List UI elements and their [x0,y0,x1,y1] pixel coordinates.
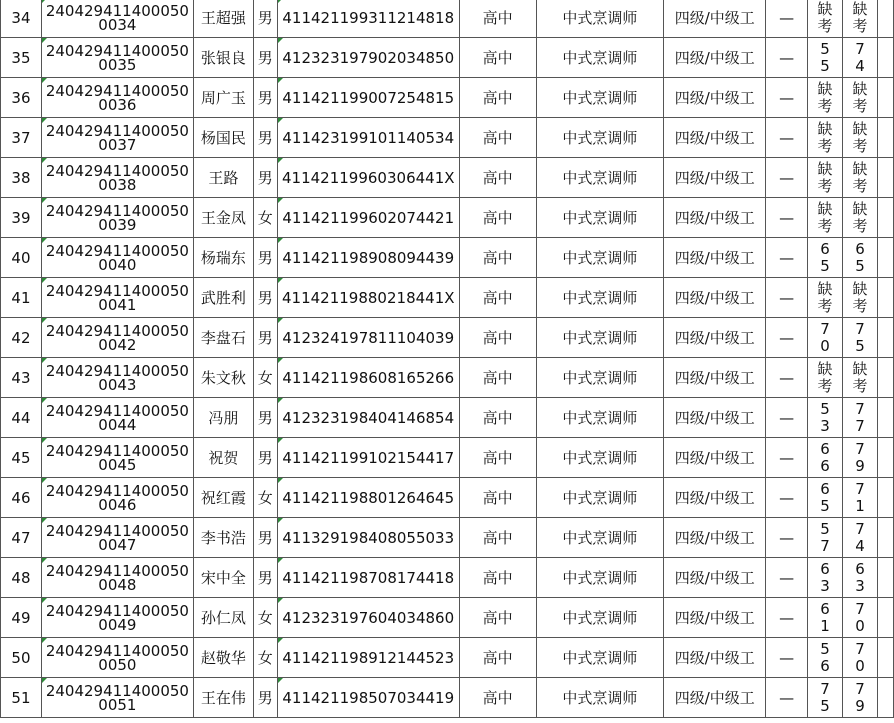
education-cell[interactable]: 高中 [459,358,536,398]
name-cell[interactable]: 李书浩 [193,518,253,558]
theory-score-text: 70 [820,319,830,355]
dash-cell[interactable]: — [766,118,808,158]
ticket-number-cell[interactable] [41,318,193,358]
row-number-cell[interactable]: 36 [1,78,42,118]
row-number-cell[interactable]: 48 [1,558,42,598]
id-number-cell[interactable]: 411421198608165266 [277,358,459,398]
name-cell[interactable]: 宋中全 [193,558,253,598]
ticket-number-text: 2404294114000500049 [45,601,189,634]
ticket-number-text: 2404294114000500035 [45,41,189,74]
row-number-cell[interactable]: 42 [1,318,42,358]
id-number-cell[interactable]: 411421198908094439 [277,238,459,278]
ticket-number-cell[interactable] [41,278,193,318]
empty-cell[interactable] [877,158,893,198]
education-cell[interactable]: 高中 [459,78,536,118]
empty-cell[interactable] [877,358,893,398]
dash-cell[interactable]: — [766,38,808,78]
theory-score-cell[interactable] [808,358,843,398]
level-cell[interactable]: 四级/中级工 [664,38,766,78]
empty-cell[interactable] [877,238,893,278]
ticket-number-cell[interactable] [41,638,193,678]
practice-score-cell[interactable] [843,398,878,438]
practice-score-text: 79 [855,679,865,715]
theory-score-text: 56 [820,639,830,675]
dash-cell[interactable]: — [766,558,808,598]
dash-cell[interactable]: — [766,478,808,518]
gender-cell[interactable]: 男 [253,158,277,198]
dash-cell[interactable]: — [766,0,808,38]
occupation-cell[interactable]: 中式烹调师 [536,278,664,318]
ticket-number-cell[interactable] [41,678,193,718]
level-cell[interactable]: 四级/中级工 [664,398,766,438]
ticket-number-text: 2404294114000500040 [45,241,189,274]
id-number-cell[interactable]: 41142119960306441X [277,158,459,198]
theory-score-cell[interactable] [808,38,843,78]
education-cell[interactable]: 高中 [459,278,536,318]
id-number-cell[interactable]: 411421198708174418 [277,558,459,598]
theory-score-text: 65 [820,479,830,515]
gender-cell[interactable]: 男 [253,0,277,38]
gender-cell[interactable]: 男 [253,558,277,598]
empty-cell[interactable] [877,678,893,718]
id-number-cell[interactable]: 411421199102154417 [277,438,459,478]
dash-cell[interactable]: — [766,238,808,278]
practice-score-cell[interactable] [843,638,878,678]
practice-score-text: 缺考 [852,0,868,35]
theory-score-cell[interactable] [808,478,843,518]
name-cell[interactable]: 赵敬华 [193,638,253,678]
theory-score-text: 66 [820,439,830,475]
dash-cell[interactable]: — [766,358,808,398]
practice-score-text: 缺考 [852,199,868,235]
theory-score-cell[interactable] [808,318,843,358]
row-number-cell[interactable]: 51 [1,678,42,718]
practice-score-text: 缺考 [852,359,868,395]
practice-score-cell[interactable] [843,518,878,558]
occupation-cell[interactable]: 中式烹调师 [536,558,664,598]
table-row [1,678,894,718]
education-cell[interactable]: 高中 [459,478,536,518]
practice-score-cell[interactable] [843,278,878,318]
level-cell[interactable]: 四级/中级工 [664,638,766,678]
theory-score-cell[interactable] [808,438,843,478]
level-cell[interactable]: 四级/中级工 [664,198,766,238]
practice-score-text: 74 [855,39,865,75]
row-number-cell[interactable]: 49 [1,598,42,638]
theory-score-text: 63 [820,559,830,595]
occupation-cell[interactable]: 中式烹调师 [536,158,664,198]
practice-score-cell[interactable] [843,158,878,198]
level-cell[interactable]: 四级/中级工 [664,438,766,478]
empty-cell[interactable] [877,278,893,318]
practice-score-cell[interactable] [843,558,878,598]
theory-score-text: 缺考 [817,0,833,35]
theory-score-text: 65 [820,239,830,275]
name-cell[interactable]: 王路 [193,158,253,198]
name-cell[interactable]: 祝红霞 [193,478,253,518]
practice-score-cell[interactable] [843,478,878,518]
theory-score-text: 缺考 [817,199,833,235]
table-row [1,38,894,78]
id-number-cell[interactable]: 41142119880218441X [277,278,459,318]
ticket-number-cell[interactable] [41,78,193,118]
id-number-cell[interactable]: 412323198404146854 [277,398,459,438]
ticket-number-text: 2404294114000500037 [45,121,189,154]
gender-cell[interactable]: 男 [253,398,277,438]
practice-score-cell[interactable] [843,38,878,78]
empty-cell[interactable] [877,518,893,558]
level-cell[interactable]: 四级/中级工 [664,478,766,518]
row-number-cell[interactable]: 38 [1,158,42,198]
theory-score-cell[interactable] [808,398,843,438]
id-number-cell[interactable]: 411329198408055033 [277,518,459,558]
id-number-cell[interactable]: 411421199311214818 [277,0,459,38]
theory-score-text: 缺考 [817,279,833,315]
occupation-cell[interactable]: 中式烹调师 [536,638,664,678]
practice-score-text: 65 [855,239,865,275]
gender-cell[interactable]: 男 [253,78,277,118]
occupation-cell[interactable]: 中式烹调师 [536,438,664,478]
table-row [1,198,894,238]
row-number-cell[interactable]: 50 [1,638,42,678]
practice-score-text: 63 [855,559,865,595]
occupation-cell[interactable]: 中式烹调师 [536,238,664,278]
occupation-cell[interactable]: 中式烹调师 [536,598,664,638]
row-number-cell[interactable]: 47 [1,518,42,558]
empty-cell[interactable] [877,0,893,38]
gender-cell[interactable]: 男 [253,118,277,158]
ticket-number-cell[interactable] [41,398,193,438]
row-number-cell[interactable]: 39 [1,198,42,238]
row-number-cell[interactable]: 35 [1,38,42,78]
dash-cell[interactable]: — [766,518,808,558]
gender-cell[interactable]: 男 [253,278,277,318]
ticket-number-text: 2404294114000500041 [45,281,189,314]
theory-score-cell[interactable] [808,118,843,158]
ticket-number-cell[interactable] [41,238,193,278]
name-cell[interactable]: 祝贺 [193,438,253,478]
row-number-cell[interactable]: 45 [1,438,42,478]
empty-cell[interactable] [877,638,893,678]
row-number-cell[interactable]: 41 [1,278,42,318]
ticket-number-cell[interactable] [41,518,193,558]
dash-cell[interactable]: — [766,198,808,238]
empty-cell[interactable] [877,478,893,518]
name-cell[interactable]: 周广玉 [193,78,253,118]
table-row [1,638,894,678]
practice-score-cell[interactable] [843,358,878,398]
gender-cell[interactable]: 男 [253,438,277,478]
name-cell[interactable]: 王超强 [193,0,253,38]
ticket-number-cell[interactable] [41,38,193,78]
id-number-cell[interactable]: 412323197902034850 [277,38,459,78]
level-cell[interactable]: 四级/中级工 [664,678,766,718]
occupation-cell[interactable]: 中式烹调师 [536,0,664,38]
empty-cell[interactable] [877,198,893,238]
name-cell[interactable]: 李盘石 [193,318,253,358]
ticket-number-text: 2404294114000500043 [45,361,189,394]
theory-score-cell[interactable] [808,278,843,318]
gender-cell[interactable]: 女 [253,358,277,398]
occupation-cell[interactable]: 中式烹调师 [536,518,664,558]
gender-cell[interactable]: 男 [253,678,277,718]
empty-cell[interactable] [877,38,893,78]
name-cell[interactable]: 孙仁凤 [193,598,253,638]
level-cell[interactable]: 四级/中级工 [664,118,766,158]
name-cell[interactable]: 冯朋 [193,398,253,438]
level-cell[interactable]: 四级/中级工 [664,238,766,278]
practice-score-cell[interactable] [843,678,878,718]
education-cell[interactable]: 高中 [459,38,536,78]
theory-score-cell[interactable] [808,518,843,558]
ticket-number-text: 2404294114000500038 [45,161,189,194]
name-cell[interactable]: 张银良 [193,38,253,78]
dash-cell[interactable]: — [766,598,808,638]
table-row [1,278,894,318]
theory-score-cell[interactable] [808,78,843,118]
education-cell[interactable]: 高中 [459,398,536,438]
education-cell[interactable]: 高中 [459,638,536,678]
theory-score-text: 53 [820,399,830,435]
ticket-number-text: 2404294114000500046 [45,481,189,514]
gender-cell[interactable]: 男 [253,38,277,78]
occupation-cell[interactable]: 中式烹调师 [536,318,664,358]
education-cell[interactable]: 高中 [459,558,536,598]
name-cell[interactable]: 王金凤 [193,198,253,238]
gender-cell[interactable]: 女 [253,478,277,518]
theory-score-text: 缺考 [817,359,833,395]
theory-score-text: 57 [820,519,830,555]
level-cell[interactable]: 四级/中级工 [664,278,766,318]
ticket-number-cell[interactable] [41,558,193,598]
dash-cell[interactable]: — [766,638,808,678]
occupation-cell[interactable]: 中式烹调师 [536,358,664,398]
name-cell[interactable]: 王在伟 [193,678,253,718]
dash-cell[interactable]: — [766,678,808,718]
practice-score-text: 70 [855,639,865,675]
table-row [1,398,894,438]
table-row [1,238,894,278]
occupation-cell[interactable]: 中式烹调师 [536,198,664,238]
table-row [1,598,894,638]
theory-score-text: 缺考 [817,79,833,115]
education-cell[interactable]: 高中 [459,318,536,358]
ticket-number-text: 2404294114000500039 [45,201,189,234]
row-number-cell[interactable]: 44 [1,398,42,438]
id-number-cell[interactable]: 411423199101140534 [277,118,459,158]
empty-cell[interactable] [877,438,893,478]
table-row [1,158,894,198]
ticket-number-text: 2404294114000500042 [45,321,189,354]
id-number-cell[interactable]: 411421198912144523 [277,638,459,678]
theory-score-text: 缺考 [817,119,833,155]
level-cell[interactable]: 四级/中级工 [664,158,766,198]
ticket-number-text: 2404294114000500034 [45,1,189,34]
level-cell[interactable]: 四级/中级工 [664,558,766,598]
education-cell[interactable]: 高中 [459,198,536,238]
theory-score-text: 55 [820,39,830,75]
name-cell[interactable]: 朱文秋 [193,358,253,398]
row-number-cell[interactable]: 43 [1,358,42,398]
table-row [1,438,894,478]
id-number-cell[interactable]: 412324197811104039 [277,318,459,358]
gender-cell[interactable]: 女 [253,638,277,678]
id-number-cell[interactable]: 411421199602074421 [277,198,459,238]
practice-score-text: 75 [855,319,865,355]
empty-cell[interactable] [877,598,893,638]
theory-score-cell[interactable] [808,678,843,718]
practice-score-text: 77 [855,399,865,435]
practice-score-text: 79 [855,439,865,475]
id-number-cell[interactable]: 411421198507034419 [277,678,459,718]
ticket-number-text: 2404294114000500050 [45,641,189,674]
theory-score-text: 61 [820,599,830,635]
ticket-number-cell[interactable] [41,158,193,198]
occupation-cell[interactable]: 中式烹调师 [536,478,664,518]
table-row [1,358,894,398]
education-cell[interactable]: 高中 [459,598,536,638]
dash-cell[interactable]: — [766,398,808,438]
occupation-cell[interactable]: 中式烹调师 [536,78,664,118]
occupation-cell[interactable]: 中式烹调师 [536,38,664,78]
theory-score-cell[interactable] [808,238,843,278]
ticket-number-cell[interactable] [41,0,193,38]
empty-cell[interactable] [877,558,893,598]
row-number-cell[interactable]: 37 [1,118,42,158]
education-cell[interactable]: 高中 [459,518,536,558]
practice-score-cell[interactable] [843,238,878,278]
level-cell[interactable]: 四级/中级工 [664,318,766,358]
score-table-body [1,0,894,718]
level-cell[interactable]: 四级/中级工 [664,358,766,398]
education-cell[interactable]: 高中 [459,678,536,718]
education-cell[interactable]: 高中 [459,0,536,38]
education-cell[interactable]: 高中 [459,158,536,198]
ticket-number-cell[interactable] [41,438,193,478]
table-row [1,118,894,158]
practice-score-text: 缺考 [852,159,868,195]
practice-score-cell[interactable] [843,198,878,238]
theory-score-cell[interactable] [808,198,843,238]
gender-cell[interactable]: 男 [253,318,277,358]
ticket-number-text: 2404294114000500047 [45,521,189,554]
gender-cell[interactable]: 女 [253,198,277,238]
practice-score-text: 71 [855,479,865,515]
name-cell[interactable]: 杨国民 [193,118,253,158]
row-number-cell[interactable]: 46 [1,478,42,518]
practice-score-text: 缺考 [852,79,868,115]
practice-score-cell[interactable] [843,318,878,358]
ticket-number-text: 2404294114000500045 [45,441,189,474]
gender-cell[interactable]: 男 [253,518,277,558]
education-cell[interactable]: 高中 [459,238,536,278]
ticket-number-cell[interactable] [41,198,193,238]
theory-score-cell[interactable] [808,598,843,638]
occupation-cell[interactable]: 中式烹调师 [536,118,664,158]
dash-cell[interactable]: — [766,78,808,118]
level-cell[interactable]: 四级/中级工 [664,598,766,638]
ticket-number-cell[interactable] [41,118,193,158]
practice-score-cell[interactable] [843,0,878,38]
name-cell[interactable]: 武胜利 [193,278,253,318]
practice-score-cell[interactable] [843,118,878,158]
theory-score-cell[interactable] [808,638,843,678]
dash-cell[interactable]: — [766,318,808,358]
theory-score-cell[interactable] [808,558,843,598]
id-number-cell[interactable]: 411421198801264645 [277,478,459,518]
table-row [1,318,894,358]
level-cell[interactable]: 四级/中级工 [664,0,766,38]
practice-score-cell[interactable] [843,598,878,638]
education-cell[interactable]: 高中 [459,118,536,158]
table-row [1,558,894,598]
ticket-number-cell[interactable] [41,478,193,518]
empty-cell[interactable] [877,318,893,358]
ticket-number-cell[interactable] [41,358,193,398]
table-row [1,0,894,38]
education-cell[interactable]: 高中 [459,438,536,478]
theory-score-text: 75 [820,679,830,715]
id-number-cell[interactable]: 412323197604034860 [277,598,459,638]
empty-cell[interactable] [877,78,893,118]
theory-score-cell[interactable] [808,158,843,198]
ticket-number-cell[interactable] [41,598,193,638]
occupation-cell[interactable]: 中式烹调师 [536,398,664,438]
dash-cell[interactable]: — [766,158,808,198]
ticket-number-text: 2404294114000500051 [45,681,189,714]
practice-score-text: 74 [855,519,865,555]
practice-score-text: 缺考 [852,119,868,155]
id-number-cell[interactable]: 411421199007254815 [277,78,459,118]
gender-cell[interactable]: 男 [253,238,277,278]
level-cell[interactable]: 四级/中级工 [664,78,766,118]
practice-score-text: 70 [855,599,865,635]
name-cell[interactable]: 杨瑞东 [193,238,253,278]
occupation-cell[interactable]: 中式烹调师 [536,678,664,718]
practice-score-cell[interactable] [843,438,878,478]
dash-cell[interactable]: — [766,438,808,478]
theory-score-text: 缺考 [817,159,833,195]
empty-cell[interactable] [877,398,893,438]
dash-cell[interactable]: — [766,278,808,318]
level-cell[interactable]: 四级/中级工 [664,518,766,558]
practice-score-text: 缺考 [852,279,868,315]
gender-cell[interactable]: 女 [253,598,277,638]
ticket-number-text: 2404294114000500036 [45,81,189,114]
theory-score-cell[interactable] [808,0,843,38]
table-row [1,478,894,518]
row-number-cell[interactable]: 40 [1,238,42,278]
ticket-number-text: 2404294114000500044 [45,401,189,434]
table-row [1,78,894,118]
table-row [1,518,894,558]
practice-score-cell[interactable] [843,78,878,118]
empty-cell[interactable] [877,118,893,158]
row-number-cell[interactable]: 34 [1,0,42,38]
ticket-number-text: 2404294114000500048 [45,561,189,594]
